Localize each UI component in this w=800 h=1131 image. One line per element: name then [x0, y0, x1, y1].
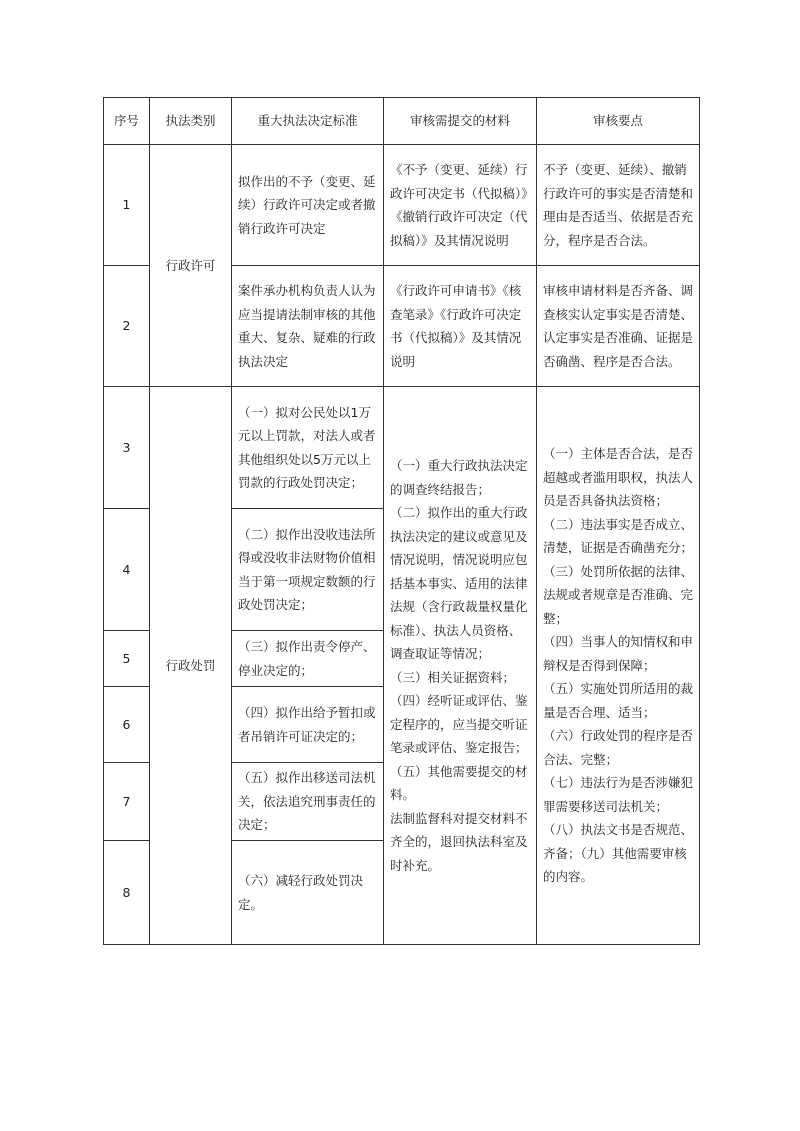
row-standard: 案件承办机构负责人认为应当提请法制审核的其他重大、复杂、疑难的行政执法决定	[232, 266, 384, 387]
material-item: （三）相关证据资料；	[390, 669, 516, 685]
row-no: 2	[104, 266, 150, 387]
material-item: （一）重大行政执法决定的调查终结报告；	[390, 458, 528, 497]
material-item: （二）拟作出的重大行政执法决定的建议或意见及情况说明，情况说明应包括基本事实、适用的法律法规（含行政裁量权量化标准）、执法人员资格、调查取证等情况；	[390, 505, 528, 661]
point-item: （七）违法行为是否涉嫌犯罪需要移送司法机关；	[543, 775, 694, 814]
material-item: （四）经听证或评估、鉴定程序的，应当提交听证笔录或评估、鉴定报告；	[390, 693, 528, 755]
row-no: 7	[104, 763, 150, 841]
point-item: （四）当事人的知情权和申辩权是否得到保障；	[543, 634, 694, 673]
header-points: 审核要点	[537, 98, 700, 145]
point-item: （六）行政处罚的程序是否合法、完整；	[543, 728, 694, 767]
row-no: 6	[104, 687, 150, 763]
header-standard: 重大执法决定标准	[232, 98, 384, 145]
row-points: 审核申请材料是否齐备、调查核实认定事实是否清楚、认定事实是否准确、证据是否确凿、程序是否合法。	[537, 266, 700, 387]
row-points: 不予（变更、延续）、撤销行政许可的事实是否清楚和理由是否适当、依据是否充分，程序是否合法。	[537, 145, 700, 266]
row-no: 5	[104, 631, 150, 687]
point-item: （三）处罚所依据的法律、法规或者规章是否准确、完整；	[543, 563, 694, 626]
point-item: （二）违法事实是否成立、清楚，证据是否确凿充分；	[543, 516, 694, 556]
penalty-materials	[384, 387, 537, 945]
point-item: （一）主体是否合法，是否超越或者滥用职权，执法人员是否具备执法资格；	[543, 446, 694, 509]
header-row	[104, 98, 700, 145]
penalty-points	[537, 387, 700, 945]
category-penalty: 行政处罚	[150, 387, 232, 945]
review-standards-table	[103, 97, 700, 945]
row-no: 3	[104, 387, 150, 509]
row-no: 4	[104, 509, 150, 631]
row-standard: （五）拟作出移送司法机关，依法追究刑事责任的决定；	[232, 763, 384, 841]
row-standard: （三）拟作出责令停产、停业决定的；	[232, 631, 384, 687]
table-row	[104, 387, 700, 509]
header-no: 序号	[104, 98, 150, 145]
header-category: 执法类别	[150, 98, 232, 145]
row-standard: 拟作出的不予（变更、延续）行政许可决定或者撤销行政许可决定	[232, 145, 384, 266]
row-materials: 《不予（变更、延续）行政许可决定书（代拟稿）》《撤销行政许可决定（代拟稿）》及其情况说明	[384, 145, 537, 266]
category-license: 行政许可	[150, 145, 232, 387]
row-standard: （二）拟作出没收违法所得或没收非法财物价值相当于第一项规定数额的行政处罚决定；	[232, 509, 384, 631]
row-standard: （六）减轻行政处罚决定。	[232, 841, 384, 945]
point-item: （五）实施处罚所适用的裁量是否合理、适当；	[543, 681, 694, 720]
row-no: 8	[104, 841, 150, 945]
header-materials: 审核需提交的材料	[384, 98, 537, 145]
row-standard: （四）拟作出给予暂扣或者吊销许可证决定的；	[232, 687, 384, 763]
table-row	[104, 145, 700, 266]
row-materials: 《行政许可申请书》《核查笔录》《行政许可决定书（代拟稿）》及其情况说明	[384, 266, 537, 387]
row-no: 1	[104, 145, 150, 266]
material-item: （五）其他需要提交的材料。	[390, 763, 528, 802]
row-standard: （一）拟对公民处以1万元以上罚款，对法人或者其他组织处以5万元以上罚款的行政处罚决定；	[232, 387, 384, 509]
material-note: 法制监督科对提交材料不齐全的，退回执法科室及时补充。	[390, 810, 528, 873]
point-item: （八）执法文书是否规范、齐备；（九）其他需要审核的内容。	[543, 822, 694, 885]
